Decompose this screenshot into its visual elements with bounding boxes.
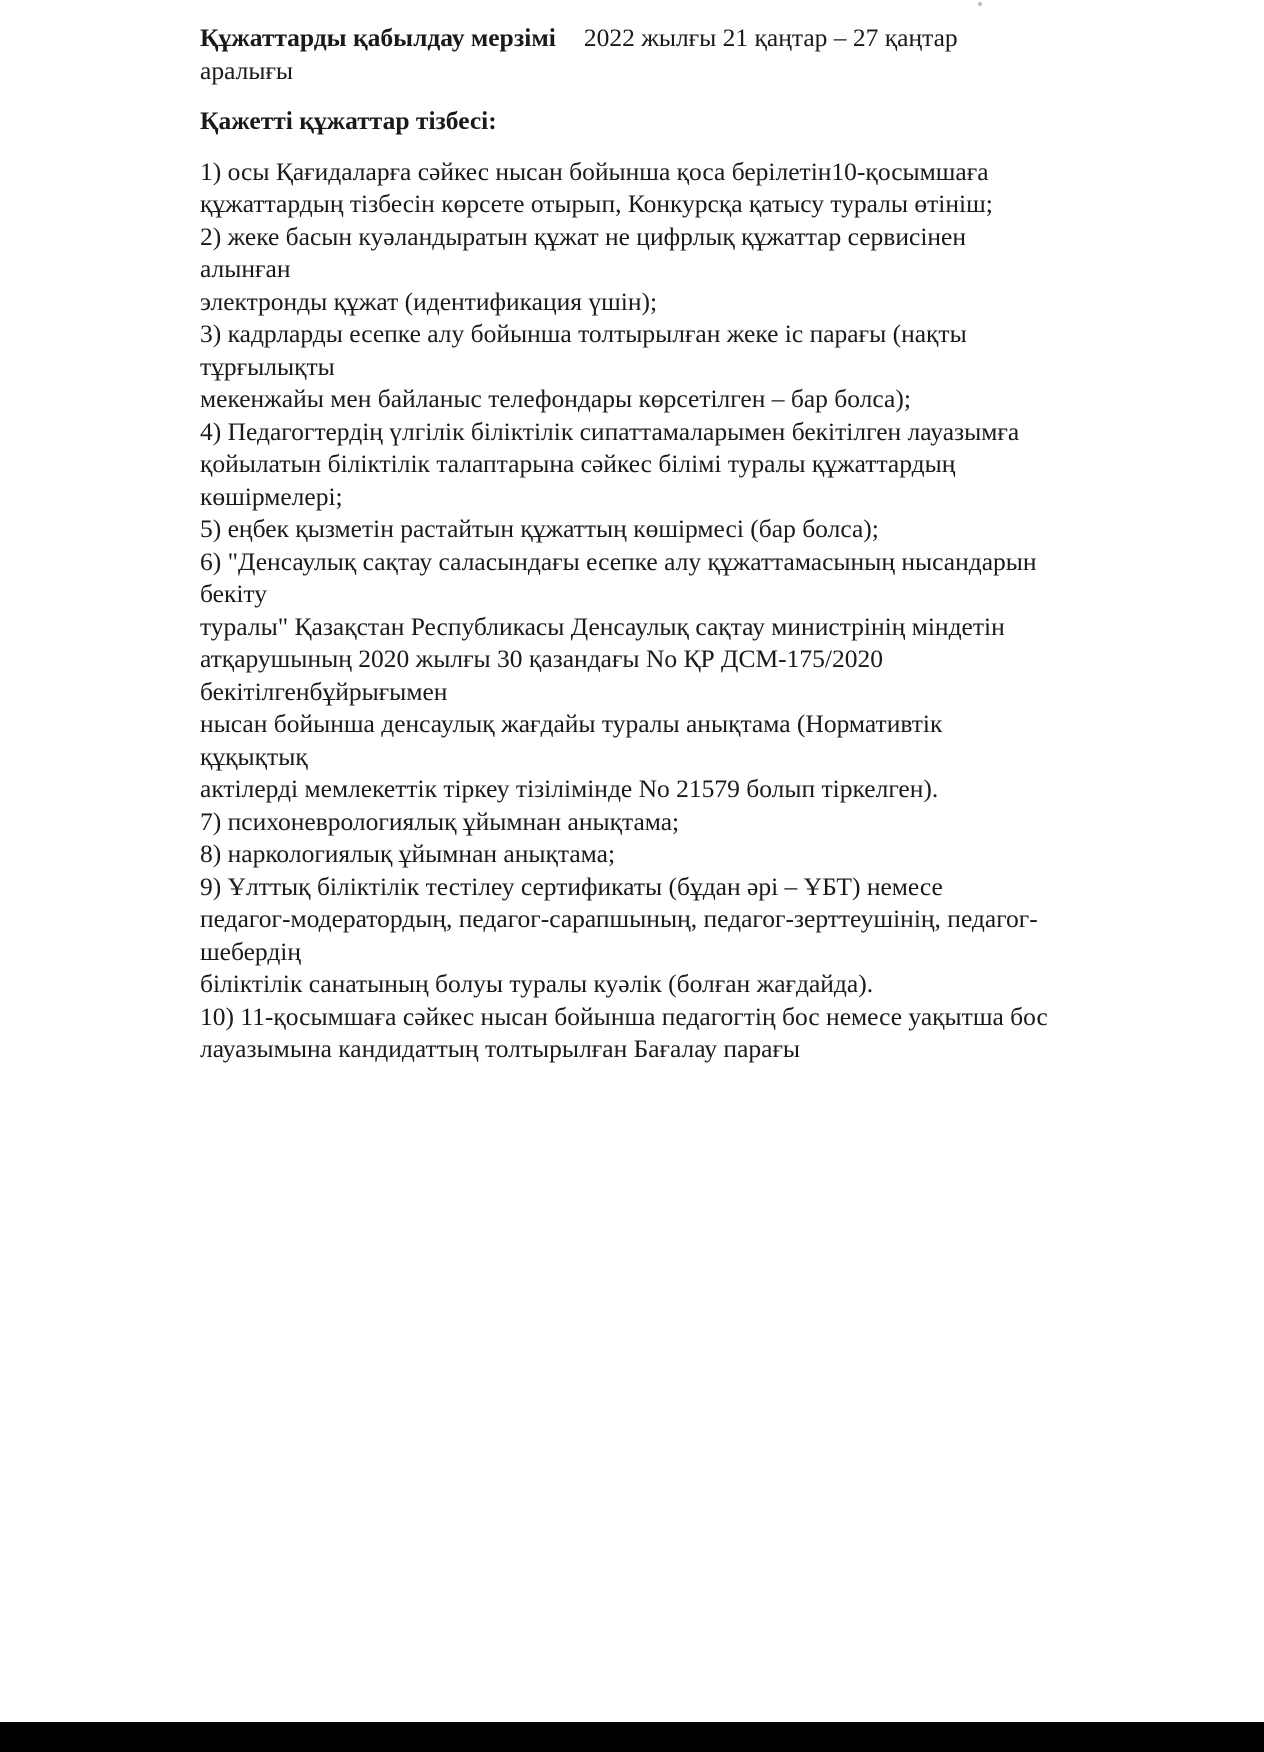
list-line: бекітілгенбұйрығымен: [200, 676, 448, 706]
list-line: 7) психоневрологиялық ұйымнан анықтама;: [200, 806, 680, 836]
list-line: алынған: [200, 254, 291, 283]
list-line: тұрғылықты: [200, 351, 335, 381]
list-line: педагог-модератордың, педагог-сарапшының, педагог-зерттеушінің, педагог-: [200, 904, 1038, 933]
submission-period-label: Құжаттарды қабылдау мерзімі: [200, 23, 556, 52]
list-line: бекіту: [200, 579, 267, 608]
list-line: нысан бойынша денсаулық жағдайы туралы анықтама (Нормативтік: [200, 709, 943, 738]
required-documents-title: Қажетті құжаттар тізбесі:: [200, 106, 497, 135]
list-line: атқарушының 2020 жылғы 30 қазандағы No ҚР ДСМ-175/2020: [200, 644, 883, 673]
list-line: біліктілік санатының болуы туралы куәлік (болған жағдайда).: [200, 969, 874, 998]
list-line: 1) осы Қағидаларға сәйкес нысан бойынша қоса берілетін10-қосымшаға: [200, 156, 989, 186]
list-line: электронды құжат (идентификация үшін);: [200, 286, 658, 316]
list-line: көшірмелері;: [200, 481, 343, 511]
document-body: [200, 22, 1190, 1066]
list-line: актілерді мемлекеттік тіркеу тізілімінде No 21579 болып тіркелген).: [200, 774, 939, 803]
list-line: 4) Педагогтердің үлгілік біліктілік сипаттамаларымен бекітілген лауазымға: [200, 416, 1020, 446]
list-line: мекенжайы мен байланыс телефондары көрсетілген – бар болса);: [200, 384, 911, 413]
list-line: шебердің: [200, 936, 302, 966]
list-line: қойылатын біліктілік талаптарына сәйкес білімі туралы құжаттардың: [200, 449, 956, 478]
list-line: лауазымына кандидаттың толтырылған Бағалау парағы: [200, 1034, 801, 1063]
list-line: құқықтық: [200, 741, 308, 771]
list-line: 9) Ұлттық біліктілік тестілеу сертификаты (бұдан әрі – ҰБТ) немесе: [200, 871, 943, 901]
list-line: 2) жеке басын куәландыратын құжат не цифрлық құжаттар сервисінен: [200, 221, 967, 251]
submission-period-value: 2022 жылғы 21 қаңтар – 27 қаңтар: [583, 23, 958, 52]
required-documents-list: [200, 156, 1190, 1066]
scan-bottom-border: [0, 1722, 1264, 1752]
list-line: 5) еңбек қызметін растайтын құжаттың көшірмесі (бар болса);: [200, 514, 879, 543]
list-line: 8) наркологиялық ұйымнан анықтама;: [200, 839, 616, 868]
list-line: 10) 11-қосымшаға сәйкес нысан бойынша педагогтің бос немесе уақытша бос: [200, 1001, 1048, 1031]
scan-speck: [978, 2, 982, 6]
list-line: құжаттардың тізбесін көрсете отырып, Конкурсқа қатысу туралы өтініш;: [200, 189, 993, 218]
list-line: 6) "Денсаулық сақтау саласындағы есепке алу құжаттамасының нысандарын: [200, 546, 1037, 576]
list-line: 3) кадрларды есепке алу бойынша толтырылған жеке іс парағы (нақты: [200, 319, 967, 348]
submission-period-line: [200, 22, 1190, 55]
submission-period-continuation: аралығы: [200, 55, 294, 85]
list-line: туралы" Қазақстан Республикасы Денсаулық сақтау министрінің міндетін: [200, 611, 1005, 641]
